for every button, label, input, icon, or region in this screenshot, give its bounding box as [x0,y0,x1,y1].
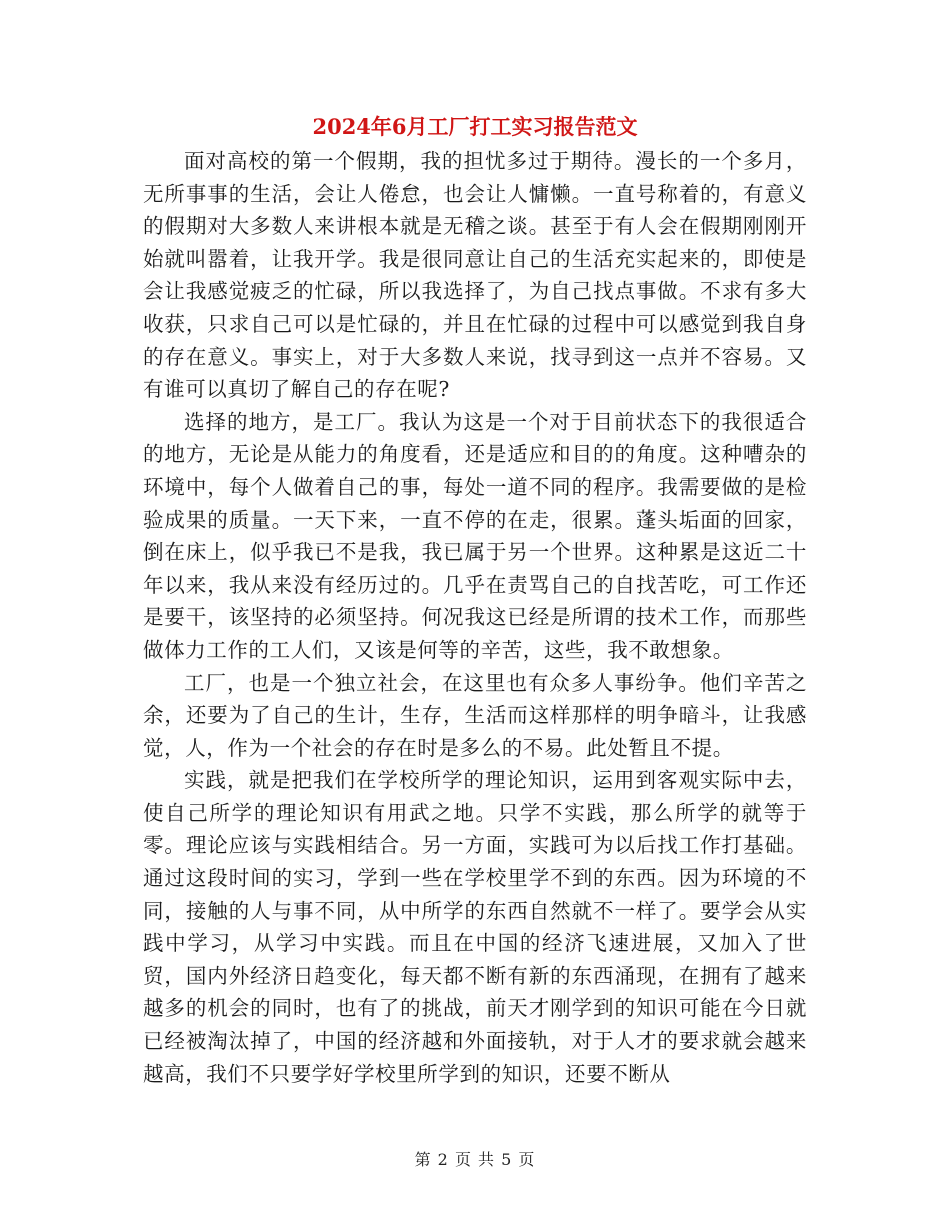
paragraph-1: 面对高校的第一个假期，我的担忧多过于期待。漫长的一个多月，无所事事的生活，会让人倦怠，也会让人慵懒。一直号称着的，有意义的假期对大多数人来讲根本就是无稽之谈。甚至于有人会在假期刚刚开始就叫嚣着，让我开学。我是很同意让自己的生活充实起来的，即使是会让我感觉疲乏的忙碌，所以我选择了，为自己找点事做。不求有多大收获，只求自己可以是忙碌的，并且在忙碌的过程中可以感觉到我自身的存在意义。事实上，对于大多数人来说，找寻到这一点并不容易。又有谁可以真切了解自己的存在呢? [143,149,807,402]
paragraph-4: 实践，就是把我们在学校所学的理论知识，运用到客观实际中去，使自己所学的理论知识有用武之地。只学不实践，那么所学的就等于零。理论应该与实践相结合。另一方面，实践可为以后找工作打基础。通过这段时间的实习，学到一些在学校里学不到的东西。因为环境的不同，接触的人与事不同，从中所学的东西自然就不一样了。要学会从实践中学习，从学习中实践。而且在中国的经济飞速进展，又加入了世贸，国内外经济日趋变化，每天都不断有新的东西涌现，在拥有了越来越多的机会的同时，也有了的挑战，前天才刚学到的知识可能在今日就已经被淘汰掉了，中国的经济越和外面接轨，对于人才的要求就会越来越高，我们不只要学好学校里所学到的知识，还要不断从 [143,768,807,1086]
document-title: 2024年6月工厂打工实习报告范文 [312,114,638,139]
paragraph-3: 工厂，也是一个独立社会，在这里也有众多人事纷争。他们辛苦之余，还要为了自己的生计，生存，生活而这样那样的明争暗斗，让我感觉，人，作为一个社会的存在时是多么的不易。此处暂且不提。 [143,670,807,760]
paragraph-2: 选择的地方，是工厂。我认为这是一个对于目前状态下的我很适合的地方，无论是从能力的角度看，还是适应和目的的角度。这种嘈杂的环境中，每个人做着自己的事，每处一道不同的程序。我需要做的是检验成果的质量。一天下来，一直不停的在走，很累。蓬头垢面的回家，倒在床上，似乎我已不是我，我已属于另一个世界。这种累是这近二十年以来，我从来没有经历过的。几乎在责骂自己的自找苦吃，可工作还是要干，该坚持的必须坚持。何况我这已经是所谓的技术工作，而那些做体力工作的工人们，又该是何等的辛苦，这些，我不敢想象。 [143,409,807,662]
page-number-footer: 第 2 页 共 5 页 [414,1150,536,1169]
document-body [143,145,807,1090]
